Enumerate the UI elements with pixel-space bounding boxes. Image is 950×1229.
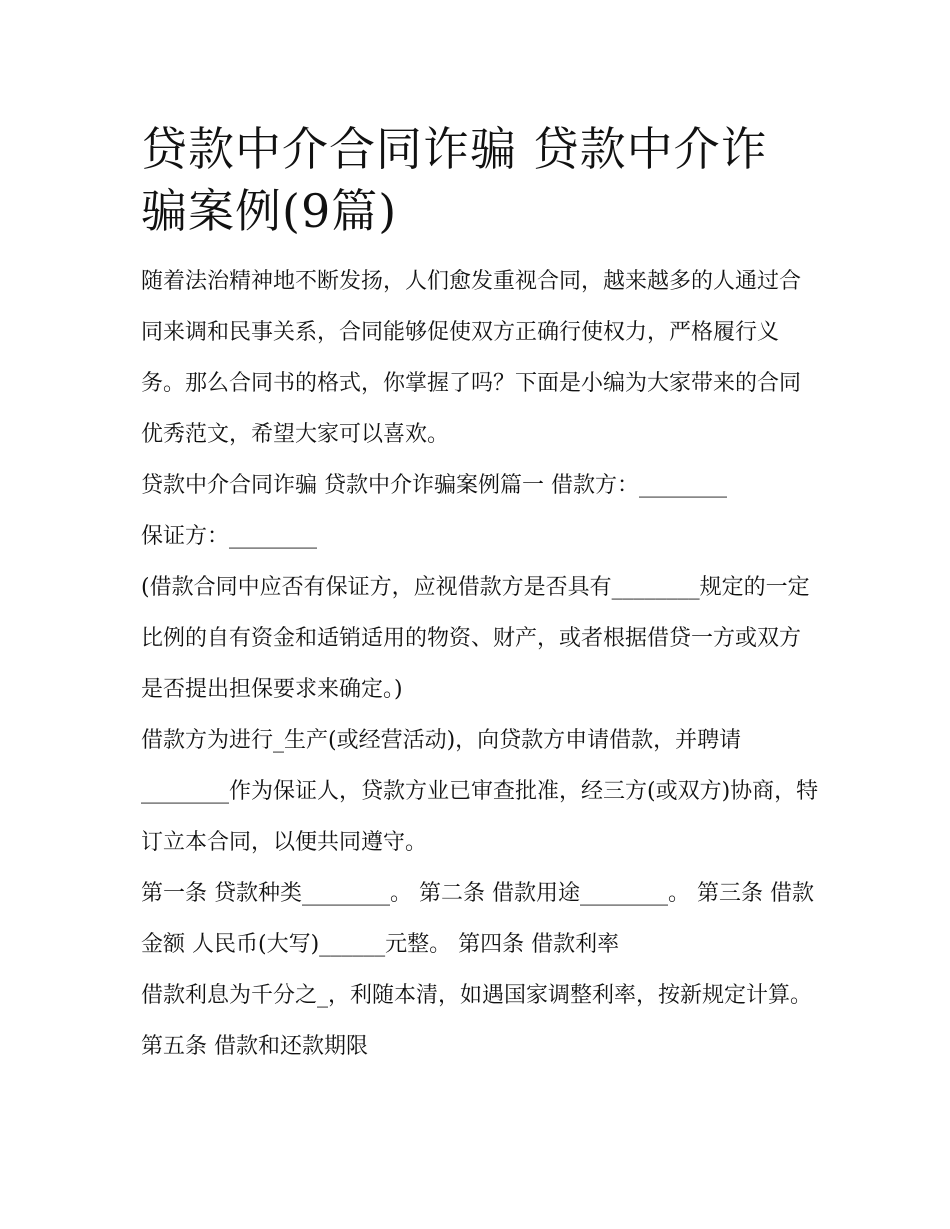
guarantor-note: (借款合同中应否有保证方，应视借款方是否具有________规定的一定比例的自有资金和适销适用的物资、财产，或者根据借贷一方或双方是否提出担保要求来确定。) — [141, 575, 810, 702]
document-page — [141, 118, 821, 1072]
loan-purpose-paragraph: 借款方为进行_生产(或经营活动)，向贷款方申请借款，并聘请________作为保证人，贷款方业已审查批准，经三方(或双方)协商，特订立本合同，以便共同遵守。 — [141, 728, 819, 855]
borrower-line: 贷款中介合同诈骗 贷款中介诈骗案例篇一 借款方：________ — [141, 473, 727, 498]
guarantor-line: 保证方：________ — [141, 524, 318, 549]
interest-and-article-5: 借款利息为千分之_，利随本清，如遇国家调整利率，按新规定计算。 第五条 借款和还款期限 — [141, 983, 820, 1059]
title-line-1: 贷款中介合同诈骗 贷款中介诈 — [141, 122, 768, 176]
intro-paragraph: 随着法治精神地不断发扬，人们愈发重视合同，越来越多的人通过合同来调和民事关系，合同能够促使双方正确行使权力，严格履行义务。那么合同书的格式，你掌握了吗？下面是小编为大家带来的合同优秀范文，希望大家可以喜欢。 — [141, 269, 802, 447]
title-line-2: 骗案例(9篇) — [141, 184, 398, 238]
articles-1-4: 第一条 贷款种类________。 第二条 借款用途________。 第三条 借款金额 人民币(大写)______元整。 第四条 借款利率 — [141, 881, 814, 957]
document-title — [141, 118, 821, 242]
